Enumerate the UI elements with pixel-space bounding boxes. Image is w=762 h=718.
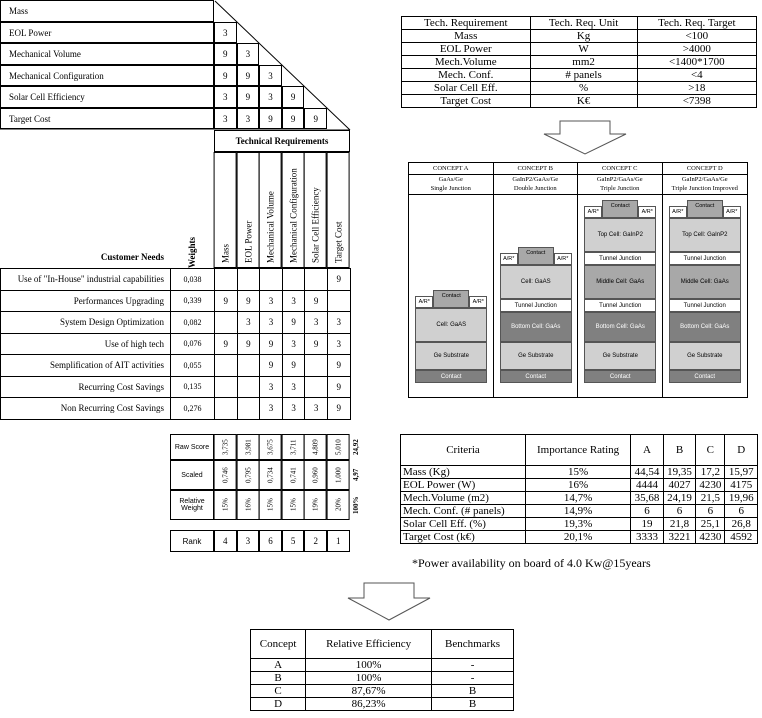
rank-block (170, 530, 360, 552)
criteria-cell: Mass (Kg) (401, 466, 526, 479)
concept-layer: Top Cell: GaInP2 (669, 218, 741, 252)
column-header: Mechanical Configuration (282, 152, 305, 268)
concept-header (409, 163, 493, 195)
criteria-cell: 4230 (696, 531, 725, 544)
concept-junction: Single Junction (430, 185, 471, 192)
criteria-header: A (631, 435, 664, 466)
criteria-header: C (696, 435, 725, 466)
roof-cell: 9 (304, 108, 327, 130)
efficiency-header: Relative Efficiency (306, 630, 432, 659)
ar-coating-right: A/R* (469, 296, 487, 308)
column-header: Mechanical Volume (259, 152, 282, 268)
tech-table-cell: # panels (530, 69, 637, 82)
rank-cell: 1 (327, 530, 350, 552)
need-label: System Design Optimization (1, 312, 171, 334)
need-weight: 0,076 (171, 333, 215, 355)
score-cell: 3,711 (282, 434, 305, 460)
tech-table-header: Tech. Requirement (402, 17, 531, 30)
tech-requirement-table (401, 16, 757, 108)
need-weight: 0,038 (171, 269, 215, 291)
needs-matrix (0, 268, 351, 420)
criteria-cell: 26,8 (725, 518, 758, 531)
efficiency-cell: D (251, 698, 306, 711)
efficiency-row (251, 659, 514, 672)
need-cell (237, 355, 260, 377)
concept-junction: Double Junction (513, 185, 557, 192)
need-cell: 3 (282, 376, 305, 398)
tech-req-header: Technical Requirements (235, 136, 329, 146)
tech-table-cell: mm2 (530, 56, 637, 69)
need-cell: 3 (282, 333, 305, 355)
criteria-table (400, 434, 758, 544)
efficiency-row (251, 685, 514, 698)
need-row (1, 376, 351, 398)
efficiency-row (251, 672, 514, 685)
criteria-header: D (725, 435, 758, 466)
concepts-diagram (408, 162, 748, 398)
efficiency-cell: - (432, 672, 514, 685)
roof-row-label: Mass (0, 0, 214, 22)
ar-coating-left: A/R* (584, 206, 602, 218)
tech-table-cell: Mech.Volume (402, 56, 531, 69)
roof-cell: 9 (214, 43, 237, 65)
need-cell (260, 269, 283, 291)
column-header: Target Cost (327, 152, 350, 268)
tech-table-cell: W (530, 43, 637, 56)
concept-layer: Tunnel Junction (500, 299, 572, 312)
need-cell (215, 398, 238, 420)
efficiency-cell: 87,67% (306, 685, 432, 698)
hoq-roof (0, 0, 360, 130)
need-weight: 0,276 (171, 398, 215, 420)
criteria-cell: 19,35 (663, 466, 696, 479)
concept-layer: Contact (584, 370, 656, 383)
need-cell: 9 (327, 376, 350, 398)
roof-cell: 9 (214, 65, 237, 87)
roof-row-label: Mechanical Volume (0, 43, 214, 65)
need-cell (215, 376, 238, 398)
concept-layer: Tunnel Junction (584, 252, 656, 265)
roof-cell: 9 (237, 65, 260, 87)
need-cell (282, 269, 305, 291)
efficiency-cell: 100% (306, 672, 432, 685)
score-cell: 4,809 (304, 434, 327, 460)
roof-cell: 3 (214, 86, 237, 108)
efficiency-header: Benchmarks (432, 630, 514, 659)
criteria-cell: 6 (663, 505, 696, 518)
need-cell: 3 (260, 312, 283, 334)
concept-column (663, 163, 748, 397)
criteria-cell: 19,96 (725, 492, 758, 505)
rank-cell: 3 (237, 530, 260, 552)
tech-table-row (402, 82, 757, 95)
efficiency-cell: - (432, 659, 514, 672)
score-cell: 15% (259, 490, 282, 520)
score-total: 24,92 (351, 439, 360, 455)
concept-layer: Ge Substrate (415, 342, 487, 370)
need-cell: 3 (305, 312, 328, 334)
criteria-cell: Target Cost (k€) (401, 531, 526, 544)
tech-table-cell: <1400*1700 (637, 56, 756, 69)
tech-table-cell: K€ (530, 95, 637, 108)
rank-cell: 6 (259, 530, 282, 552)
roof-row-label: EOL Power (0, 22, 214, 44)
score-cell: 3,675 (259, 434, 282, 460)
tech-table-header: Tech. Req. Unit (530, 17, 637, 30)
ar-coating-left: A/R* (669, 206, 687, 218)
ar-coating-right: A/R* (554, 253, 572, 265)
need-cell (305, 376, 328, 398)
top-contact: Contact (518, 247, 554, 265)
need-cell: 9 (260, 355, 283, 377)
need-cell: 9 (282, 355, 305, 377)
concept-column (409, 163, 494, 397)
criteria-cell: 15,97 (725, 466, 758, 479)
roof-row-label: Mechanical Configuration (0, 65, 214, 87)
criteria-row (401, 518, 758, 531)
criteria-cell: 21,8 (663, 518, 696, 531)
need-label: Recurring Cost Savings (1, 376, 171, 398)
roof-row-label: Target Cost (0, 108, 214, 130)
column-header: EOL Power (237, 152, 260, 268)
tech-table-cell: Mech. Conf. (402, 69, 531, 82)
score-cell: 15% (214, 490, 237, 520)
concept-layer: Bottom Cell: GaAs (500, 312, 572, 342)
column-header: Mass (214, 152, 237, 268)
roof-cell: 9 (259, 108, 282, 130)
criteria-cell: Mech.Volume (m2) (401, 492, 526, 505)
roof-cell: 9 (237, 86, 260, 108)
score-cell: 20% (327, 490, 350, 520)
concept-header (578, 163, 662, 195)
tech-table-cell: Solar Cell Eff. (402, 82, 531, 95)
criteria-cell: 14,9% (526, 505, 631, 518)
efficiency-cell: B (251, 672, 306, 685)
criteria-cell: 6 (696, 505, 725, 518)
tech-table-row (402, 95, 757, 108)
roof-row-label: Solar Cell Efficiency (0, 86, 214, 108)
efficiency-cell: A (251, 659, 306, 672)
roof-cell: 3 (237, 43, 260, 65)
hoq-column-headers (0, 152, 350, 268)
concept-layer: Bottom Cell: GaAs (669, 312, 741, 342)
ar-coating-right: A/R* (723, 206, 741, 218)
criteria-cell: 15% (526, 466, 631, 479)
need-cell: 3 (327, 312, 350, 334)
roof-cell: 3 (214, 108, 237, 130)
tech-table-cell: <100 (637, 30, 756, 43)
roof-cell: 3 (237, 108, 260, 130)
tech-table-row (402, 69, 757, 82)
need-cell (305, 269, 328, 291)
concept-layer: Cell: GaAS (415, 308, 487, 342)
tech-table-cell: <4 (637, 69, 756, 82)
score-cell: 0,734 (259, 460, 282, 490)
need-weight: 0,135 (171, 376, 215, 398)
need-cell (327, 290, 350, 312)
concept-layer: Contact (500, 370, 572, 383)
roof-cell: 9 (282, 86, 305, 108)
concept-layer: Ge Substrate (584, 342, 656, 370)
concept-material: GaInP2/GaAs/Ge (596, 175, 643, 183)
need-cell (215, 269, 238, 291)
concept-layer: Contact (669, 370, 741, 383)
concept-layer: Bottom Cell: GaAs (584, 312, 656, 342)
concept-title: CONCEPT B (494, 164, 578, 175)
top-contact: Contact (602, 200, 638, 218)
rank-label: Rank (170, 530, 214, 552)
criteria-row (401, 492, 758, 505)
hoq-tech-header (214, 130, 350, 152)
criteria-cell: 35,68 (631, 492, 664, 505)
concept-layer: Cell: GaAS (500, 265, 572, 299)
need-weight: 0,082 (171, 312, 215, 334)
need-cell: 9 (305, 333, 328, 355)
concept-layer: Ge Substrate (669, 342, 741, 370)
concept-layer: Contact (415, 370, 487, 383)
ar-coating-left: A/R* (415, 296, 433, 308)
criteria-header: Criteria (401, 435, 526, 466)
down-arrow-icon (540, 120, 630, 156)
need-label: Semplification of AIT activities (1, 355, 171, 377)
weights-header: Weights (187, 236, 197, 268)
efficiency-header: Concept (251, 630, 306, 659)
need-cell: 9 (215, 290, 238, 312)
score-cell: 5,010 (327, 434, 350, 460)
need-label: Non Recurring Cost Savings (1, 398, 171, 420)
ar-coating-right: A/R* (638, 206, 656, 218)
need-row (1, 269, 351, 291)
concept-layer: Tunnel Junction (669, 299, 741, 312)
criteria-cell: 25,1 (696, 518, 725, 531)
need-cell (215, 355, 238, 377)
concept-layer: Ge Substrate (500, 342, 572, 370)
efficiency-row (251, 698, 514, 711)
need-label: Performances Upgrading (1, 290, 171, 312)
need-cell: 3 (260, 290, 283, 312)
ar-coating-left: A/R* (500, 253, 518, 265)
efficiency-cell: 86,23% (306, 698, 432, 711)
criteria-cell: 6 (631, 505, 664, 518)
need-weight: 0,055 (171, 355, 215, 377)
criteria-cell: EOL Power (W) (401, 479, 526, 492)
need-cell (305, 355, 328, 377)
efficiency-cell: 100% (306, 659, 432, 672)
concept-layer: Middle Cell: GaAs (584, 265, 656, 299)
need-cell: 9 (327, 269, 350, 291)
criteria-cell: 4592 (725, 531, 758, 544)
need-label: Use of "In-House" industrial capabilities (1, 269, 171, 291)
need-cell: 9 (327, 398, 350, 420)
criteria-header: B (663, 435, 696, 466)
efficiency-cell: B (432, 698, 514, 711)
criteria-cell: 4230 (696, 479, 725, 492)
need-cell (237, 269, 260, 291)
concept-layer: Tunnel Junction (669, 252, 741, 265)
need-cell: 9 (237, 333, 260, 355)
score-cell: 0,746 (214, 460, 237, 490)
concept-column (494, 163, 579, 397)
tech-table-cell: Target Cost (402, 95, 531, 108)
criteria-cell: 3221 (663, 531, 696, 544)
tech-table-cell: <7398 (637, 95, 756, 108)
criteria-cell: 19 (631, 518, 664, 531)
score-cell: 1,000 (327, 460, 350, 490)
score-cell: 0,795 (237, 460, 260, 490)
score-cell: 3,735 (214, 434, 237, 460)
need-cell: 9 (305, 290, 328, 312)
criteria-row (401, 479, 758, 492)
concept-title: CONCEPT D (663, 164, 748, 175)
concept-title: CONCEPT A (409, 164, 493, 175)
need-cell (215, 312, 238, 334)
score-cell: 19% (304, 490, 327, 520)
need-cell: 3 (305, 398, 328, 420)
need-cell: 3 (260, 376, 283, 398)
tech-table-row (402, 43, 757, 56)
tech-table-cell: Kg (530, 30, 637, 43)
criteria-cell: Mech. Conf. (# panels) (401, 505, 526, 518)
efficiency-cell: B (432, 685, 514, 698)
score-label: Scaled (170, 460, 214, 490)
score-cell: 15% (282, 490, 305, 520)
need-cell: 3 (282, 290, 305, 312)
top-contact: Contact (433, 290, 469, 308)
criteria-cell: 24,19 (663, 492, 696, 505)
need-row (1, 312, 351, 334)
tech-table-cell: >18 (637, 82, 756, 95)
criteria-cell: 3333 (631, 531, 664, 544)
tech-table-cell: % (530, 82, 637, 95)
score-cell: 16% (237, 490, 260, 520)
need-cell: 3 (260, 398, 283, 420)
score-cell: 3,981 (237, 434, 260, 460)
need-label: Use of high tech (1, 333, 171, 355)
efficiency-table (250, 629, 514, 711)
criteria-row (401, 466, 758, 479)
need-weight: 0,339 (171, 290, 215, 312)
need-row (1, 290, 351, 312)
need-cell: 3 (282, 398, 305, 420)
roof-cell: 3 (259, 65, 282, 87)
need-cell (237, 398, 260, 420)
roof-cell: 3 (259, 86, 282, 108)
criteria-cell: 20,1% (526, 531, 631, 544)
tech-table-cell: EOL Power (402, 43, 531, 56)
concept-layer: Tunnel Junction (584, 299, 656, 312)
need-cell: 9 (237, 290, 260, 312)
need-cell (237, 376, 260, 398)
criteria-cell: 4444 (631, 479, 664, 492)
criteria-row (401, 531, 758, 544)
criteria-cell: 44,54 (631, 466, 664, 479)
criteria-cell: 4175 (725, 479, 758, 492)
tech-table-row (402, 30, 757, 43)
need-cell: 9 (282, 312, 305, 334)
criteria-cell: 6 (725, 505, 758, 518)
down-arrow-icon (344, 582, 434, 622)
concept-layer: Middle Cell: GaAs (669, 265, 741, 299)
criteria-header: Importance Rating (526, 435, 631, 466)
roof-cell: 9 (282, 108, 305, 130)
roof-cell: 3 (214, 22, 237, 44)
concept-header (494, 163, 578, 195)
efficiency-cell: C (251, 685, 306, 698)
criteria-row (401, 505, 758, 518)
customer-needs-header: Customer Needs (100, 252, 164, 262)
need-row (1, 355, 351, 377)
need-row (1, 333, 351, 355)
concept-column (578, 163, 663, 397)
criteria-cell: 16% (526, 479, 631, 492)
need-row (1, 398, 351, 420)
criteria-cell: Solar Cell Eff. (%) (401, 518, 526, 531)
rank-cell: 2 (304, 530, 327, 552)
criteria-cell: 19,3% (526, 518, 631, 531)
concept-layer: Top Cell: GaInP2 (584, 218, 656, 252)
concept-header (663, 163, 748, 195)
concept-junction: Triple Junction (600, 185, 640, 192)
need-cell: 3 (327, 333, 350, 355)
need-cell: 3 (237, 312, 260, 334)
concept-junction: Triple Junction Improved (671, 185, 738, 192)
tech-table-cell: >4000 (637, 43, 756, 56)
tech-table-header: Tech. Req. Target (637, 17, 756, 30)
top-contact: Contact (687, 200, 723, 218)
score-cell: 0,960 (304, 460, 327, 490)
tech-table-row (402, 56, 757, 69)
power-footnote: *Power availability on board of 4.0 Kw@15years (412, 556, 651, 570)
score-block (170, 434, 360, 520)
tech-table-cell: Mass (402, 30, 531, 43)
concept-material: GaInP2/GaAs/Ge (681, 175, 728, 183)
score-total: 100% (351, 496, 360, 514)
concept-material: GaInP2/GaAs/Ge (512, 175, 559, 183)
need-cell: 9 (327, 355, 350, 377)
score-cell: 0,741 (282, 460, 305, 490)
criteria-cell: 4027 (663, 479, 696, 492)
concept-title: CONCEPT C (578, 164, 662, 175)
criteria-cell: 17,2 (696, 466, 725, 479)
criteria-cell: 21,5 (696, 492, 725, 505)
score-label: Raw Score (170, 434, 214, 460)
score-label: Relative Weight (170, 490, 214, 520)
concept-material: GaAs/Ge (438, 175, 463, 183)
need-cell: 9 (260, 333, 283, 355)
rank-cell: 4 (214, 530, 237, 552)
criteria-cell: 14,7% (526, 492, 631, 505)
rank-cell: 5 (282, 530, 305, 552)
column-header: Solar Cell Efficiency (304, 152, 327, 268)
score-total: 4,97 (351, 468, 360, 482)
need-cell: 9 (215, 333, 238, 355)
